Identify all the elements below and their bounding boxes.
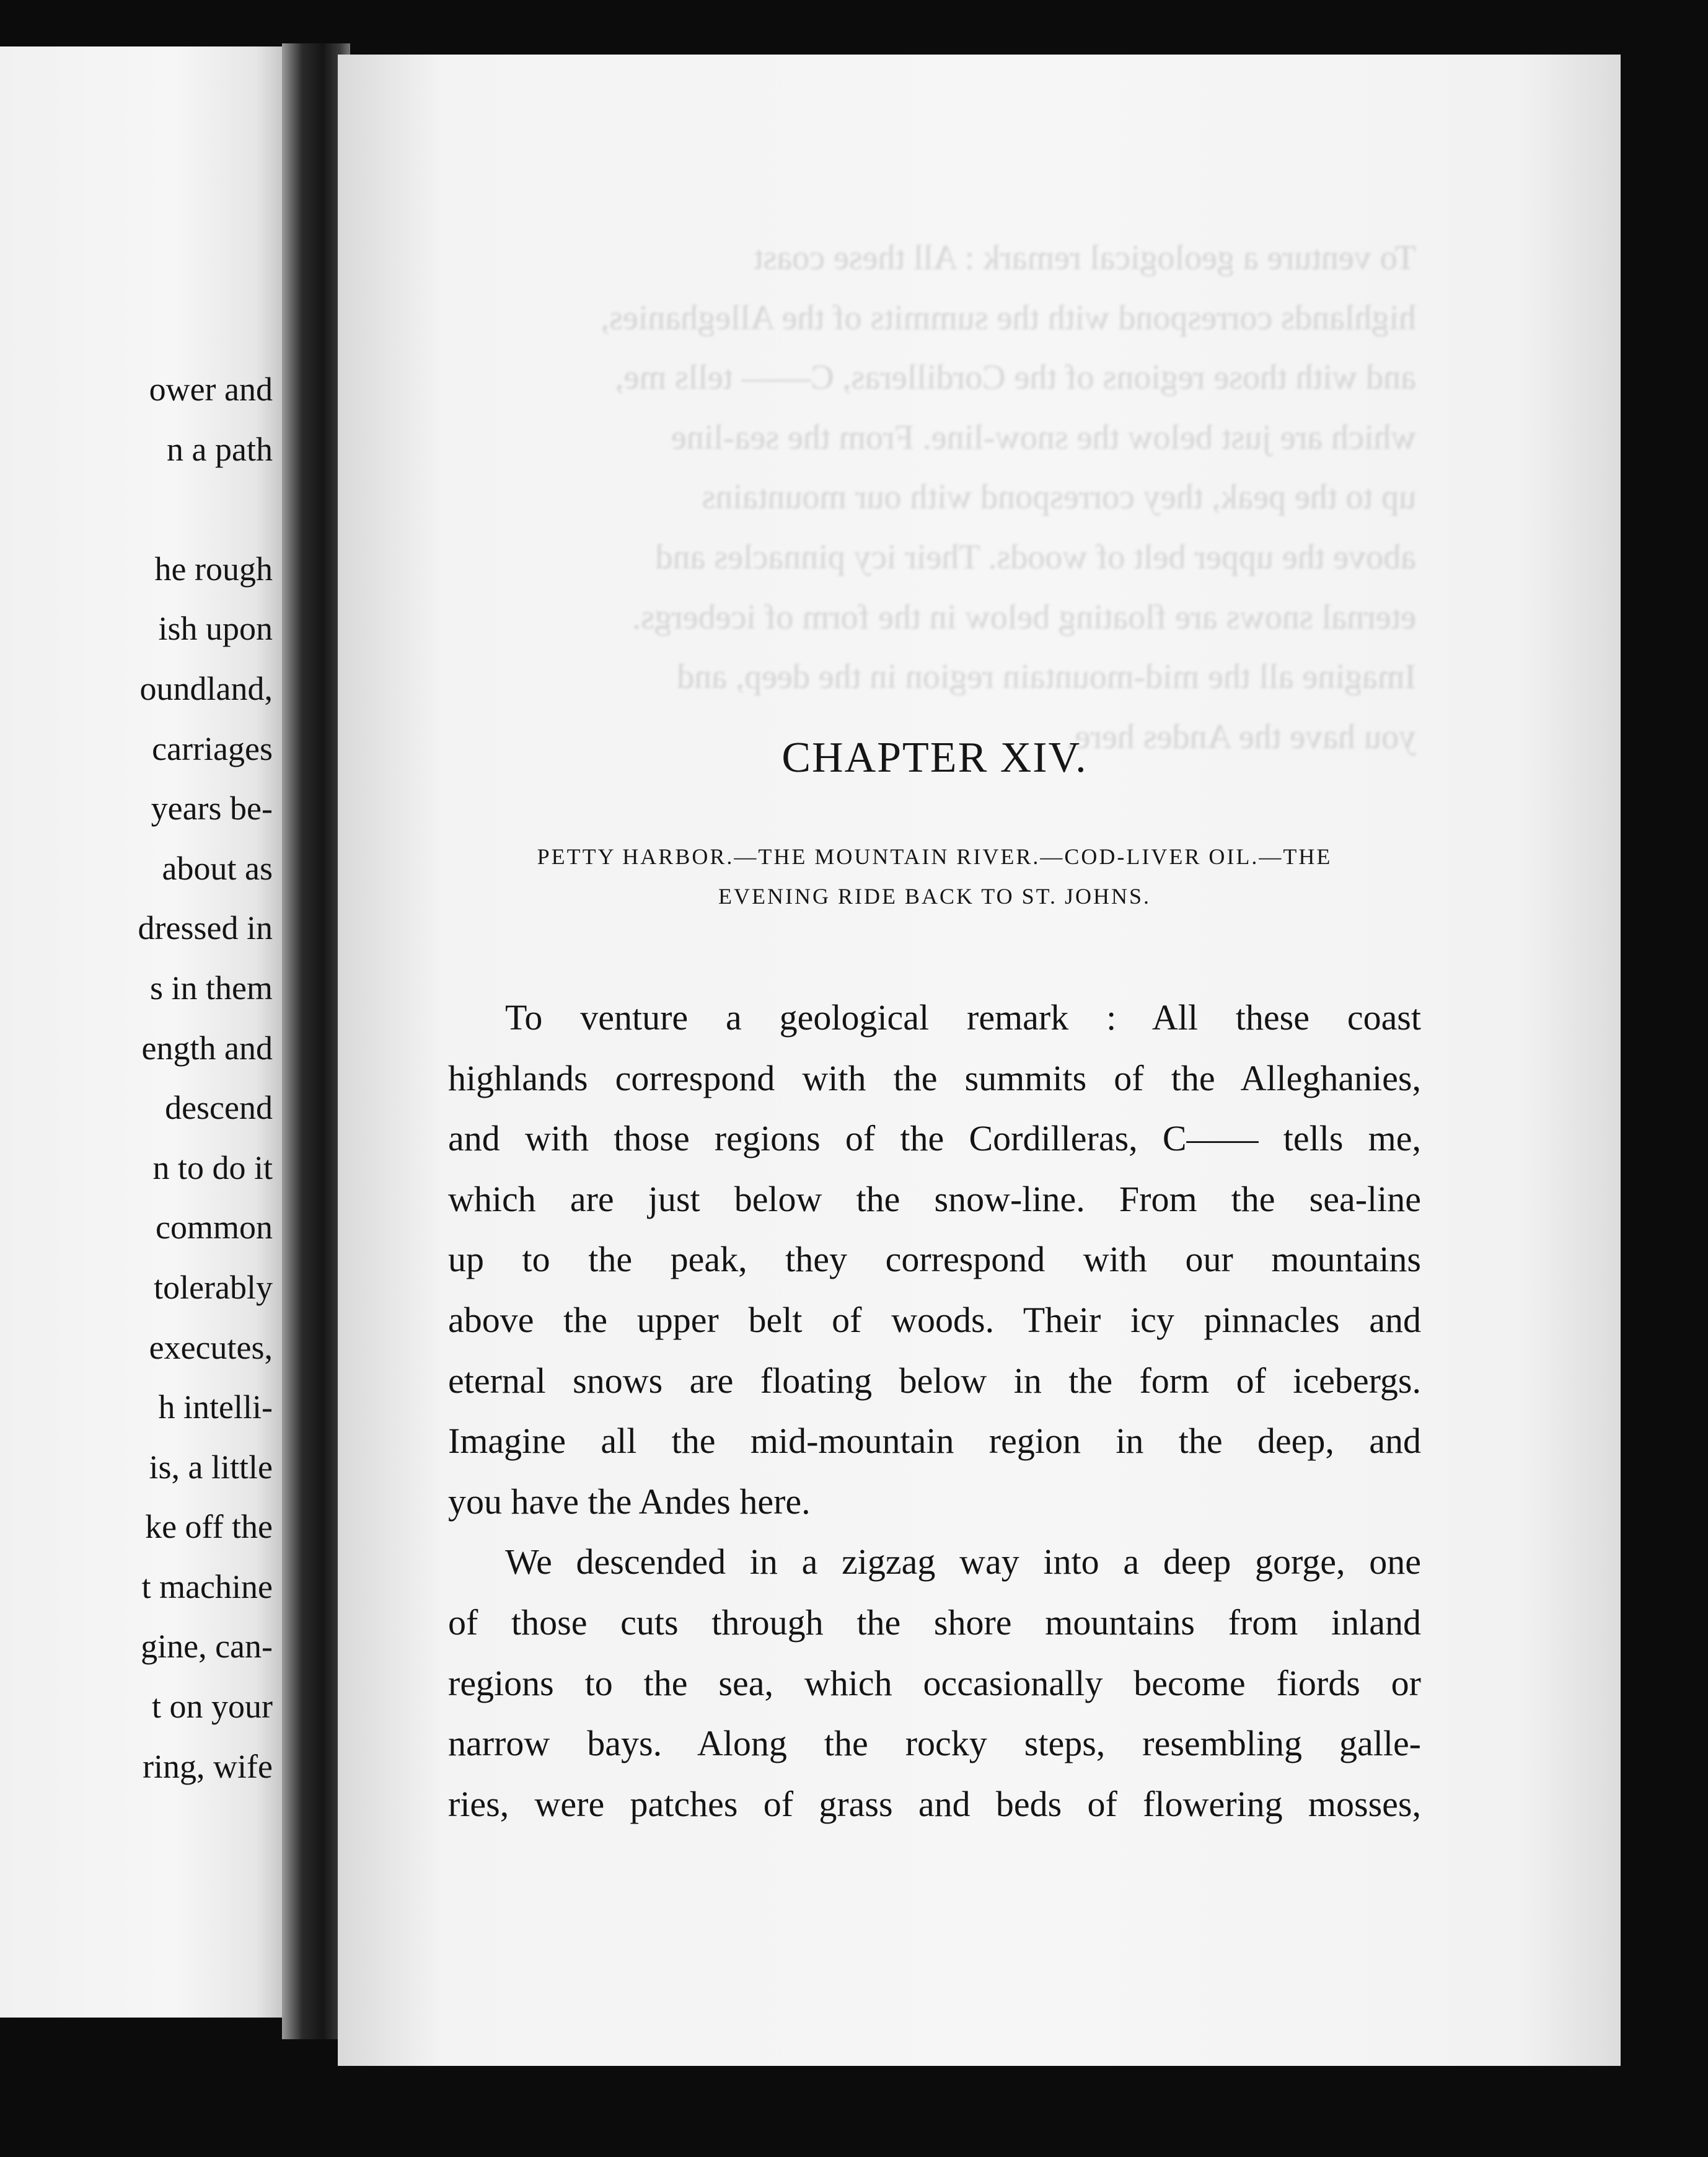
left-text-line [0,479,273,539]
bleed-line: which are just below the snow-line. From the sea-line [671,418,1416,457]
body-line: highlands correspond with the summits of the Alleghanies, [448,1057,1421,1098]
body-line: ries, were patches of grass and beds of flowering mosses, [448,1783,1421,1824]
left-text-line: h intelli- [158,1388,273,1426]
left-text-line: n to do it [152,1149,273,1186]
body-line: you have the Andes here. [448,1481,811,1522]
body-text [448,987,1421,1834]
left-text-line: tolerably [154,1268,273,1306]
left-text-line: is, a little [149,1448,273,1486]
body-line: of those cuts through the shore mountains from inland [448,1602,1421,1643]
body-line: We descended in a zigzag way into a deep gorge, one [505,1542,1421,1582]
left-text-line: s in them [150,969,273,1007]
paragraph-1 [448,987,1421,1532]
bleed-line: you have the Andes here. [1066,717,1416,756]
body-line: above the upper belt of woods. Their icy pinnacles and [448,1299,1421,1340]
bleed-line: To venture a geological remark : All these coast [753,239,1416,277]
body-line: regions to the sea, which occasionally become fiords or [448,1662,1421,1703]
bleed-line: highlands correspond with the summits of the Alleghanies, [601,298,1416,337]
left-text-line: executes, [149,1328,273,1366]
left-text-line: ke off the [145,1508,273,1546]
body-line: eternal snows are floating below in the form of icebergs. [448,1360,1421,1401]
body-line: and with those regions of the Cordilleras, C—— tells me, [448,1118,1421,1159]
right-page [338,55,1621,2066]
paragraph-2 [448,1532,1421,1834]
left-text-line: descend [165,1089,273,1127]
left-text-line: ring, wife [143,1747,273,1785]
verso-bleed-through [449,228,1416,767]
body-line: narrow bays. Along the rocky steps, resembling galle- [448,1723,1421,1764]
left-text-line: carriages [152,730,273,767]
left-text-line: ish upon [158,610,273,648]
body-line: which are just below the snow-line. From the sea-line [448,1178,1421,1219]
body-line: Imagine all the mid-mountain region in the deep, and [448,1421,1421,1462]
bleed-line: up to the peak, they correspond with our mountains [702,478,1416,517]
left-text-line: he rough [154,550,273,588]
bleed-line: eternal snows are floating below in the form of icebergs. [632,598,1416,637]
left-text-line: about as [162,849,273,887]
left-text-line: gine, can- [141,1628,273,1665]
bleed-line: and with those regions of the Cordilleras, C—— tells me, [615,358,1416,397]
subtitle-line: EVENING RIDE BACK TO ST. JOHNS. [718,884,1151,909]
chapter-subtitle [448,837,1421,916]
left-text-line: dressed in [138,909,273,947]
left-text-line: t machine [141,1568,273,1605]
left-text-line: ength and [141,1029,273,1067]
left-text-line: oundland, [139,669,273,707]
body-line: To venture a geological remark : All these coast [505,997,1421,1038]
left-text-line: n a path [167,430,273,468]
body-line: up to the peak, they correspond with our mountains [448,1239,1421,1280]
left-text-line: ower and [149,371,273,408]
left-text-line: years be- [151,790,273,827]
left-text-line: t on your [152,1688,273,1726]
left-page-text [0,360,273,1796]
left-text-line: common [156,1209,273,1246]
subtitle-line: PETTY HARBOR.—THE MOUNTAIN RIVER.—COD-LIVER OIL.—THE [537,844,1332,869]
chapter-title: CHAPTER XIV. [781,734,1088,782]
bleed-line: Imagine all the mid-mountain region in the deep, and [677,658,1416,697]
bleed-line: above the upper belt of woods. Their icy pinnacles and [655,537,1416,576]
left-page [0,46,291,2018]
